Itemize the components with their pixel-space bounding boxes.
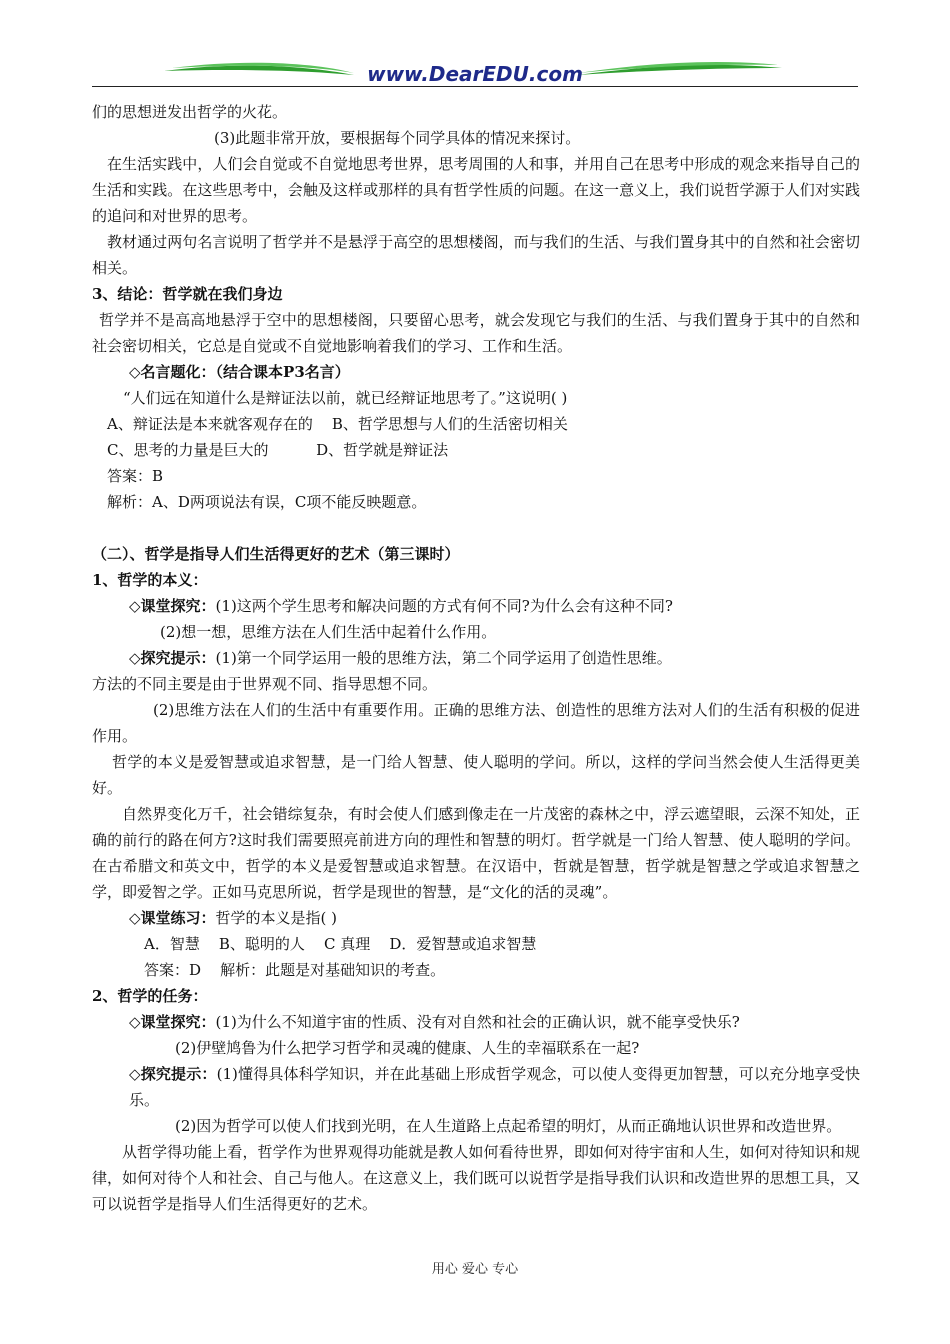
- header-rule: [92, 86, 858, 87]
- paragraph: (1)第一个同学运用一般的思维方法，第二个同学运用了创造性思维。: [215, 649, 672, 667]
- section-heading: 1、哲学的本义：: [92, 571, 208, 589]
- paragraph: 方法的不同主要是由于世界观不同、指导思想不同。: [92, 675, 438, 693]
- question-options: A、辩证法是本来就客观存在的 B、哲学思想与人们的生活密切相关: [107, 415, 568, 433]
- paragraph: 自然界变化万千，社会错综复杂，有时会使人们感到像走在一片茂密的森林之中，浮云遮望眼，云深不知处，正确的前行的路在何方?这时我们需要照亮前进方向的理性和智慧的明灯。哲学就是一门给人智慧、使人聪明的学问。在古希腊文和英文中，哲学的本义是爱智慧或追求智慧。在汉语中，哲就是智慧，哲学就是智慧之学或追求智慧之学，即爱智之学。正如马克思所说，哲学是现世的智慧，是“文化的活的灵魂”。: [92, 805, 860, 901]
- subheading: ◇探究提示：: [129, 1065, 217, 1083]
- paragraph: (2)想一想，思维方法在人们生活中起着什么作用。: [160, 623, 497, 641]
- section-heading: 2、哲学的任务：: [92, 987, 208, 1005]
- paragraph: (2)伊壁鸠鲁为什么把学习哲学和灵魂的健康、人生的幸福联系在一起?: [175, 1039, 640, 1057]
- paragraph: (1)为什么不知道宇宙的性质、没有对自然和社会的正确认识，就不能享受快乐?: [215, 1013, 740, 1031]
- paragraph: (3)此题非常开放，要根据每个同学具体的情况来探讨。: [214, 129, 581, 147]
- subheading: ◇课堂探究：: [129, 597, 216, 615]
- page-header: [92, 56, 858, 92]
- paragraph: 在生活实践中，人们会自觉或不自觉地思考世界，思考周围的人和事，并用自己在思考中形成的观念来指导自己的生活和实践。在这些思考中，会触及这样或那样的具有哲学性质的问题。在这一意义上，我们说哲学源于人们对实践的追问和对世界的思考。: [92, 155, 860, 225]
- question-text: “人们远在知道什么是辩证法以前，就已经辩证地思考了。”这说明( ): [123, 389, 568, 407]
- paragraph: (1)这两个学生思考和解决问题的方式有何不同?为什么会有这种不同?: [215, 597, 673, 615]
- section-heading: 3、结论：哲学就在我们身边: [92, 285, 283, 303]
- paragraph: 从哲学得功能上看，哲学作为世界观得功能就是教人如何看待世界，即如何对待宇宙和人生，如何对待知识和规律，如何对待个人和社会、自己与他人。在这意义上，我们既可以说哲学是指导我们认识和改造世界的思想工具，又可以说哲学是指导人们生活得更好的艺术。: [92, 1143, 860, 1213]
- question-options: A．智慧 B、聪明的人 C 真理 D．爱智慧或追求智慧: [144, 935, 537, 953]
- question-options: C、思考的力量是巨大的 D、哲学就是辩证法: [107, 441, 449, 459]
- paragraph: (1)懂得具体科学知识，并在此基础上形成哲学观念，可以使人变得更加智慧，可以充分地享受快乐。: [129, 1065, 860, 1109]
- paragraph: 们的思想迸发出哲学的火花。: [92, 103, 288, 121]
- subheading: ◇课堂练习：: [129, 909, 216, 927]
- paragraph: 教材通过两句名言说明了哲学并不是悬浮于高空的思想楼阁，而与我们的生活、与我们置身其中的自然和社会密切相关。: [92, 233, 860, 277]
- question-text: 哲学的本义是指( ): [215, 909, 338, 927]
- subheading: ◇名言题化：（结合课本P3名言）: [129, 363, 350, 381]
- answer-text: 答案：D 解析：此题是对基础知识的考查。: [144, 961, 446, 979]
- document-body: [92, 99, 860, 1217]
- paragraph: 哲学的本义是爱智慧或追求智慧，是一门给人智慧、使人聪明的学问。所以，这样的学问当然会使人生活得更美好。: [92, 753, 860, 797]
- subheading: ◇课堂探究：: [129, 1013, 216, 1031]
- subheading: ◇探究提示：: [129, 649, 216, 667]
- section-heading: （二）、哲学是指导人们生活得更好的艺术（第三课时）: [92, 545, 460, 563]
- paragraph: 哲学并不是高高地悬浮于空中的思想楼阁，只要留心思考，就会发现它与我们的生活、与我们置身于其中的自然和社会密切相关，它总是自觉或不自觉地影响着我们的学习、工作和生活。: [92, 311, 860, 355]
- site-logo-text: www.DearEDU.com: [367, 62, 583, 86]
- answer-text: 答案：B: [107, 467, 164, 485]
- page-footer: 用心 爱心 专心: [431, 1262, 519, 1277]
- analysis-text: 解析：A、D两项说法有误，C项不能反映题意。: [107, 493, 427, 511]
- paragraph: (2)思维方法在人们的生活中有重要作用。正确的思维方法、创造性的思维方法对人们的生活有积极的促进作用。: [92, 701, 860, 745]
- paragraph: (2)因为哲学可以使人们找到光明，在人生道路上点起希望的明灯，从而正确地认识世界和改造世界。: [175, 1117, 842, 1135]
